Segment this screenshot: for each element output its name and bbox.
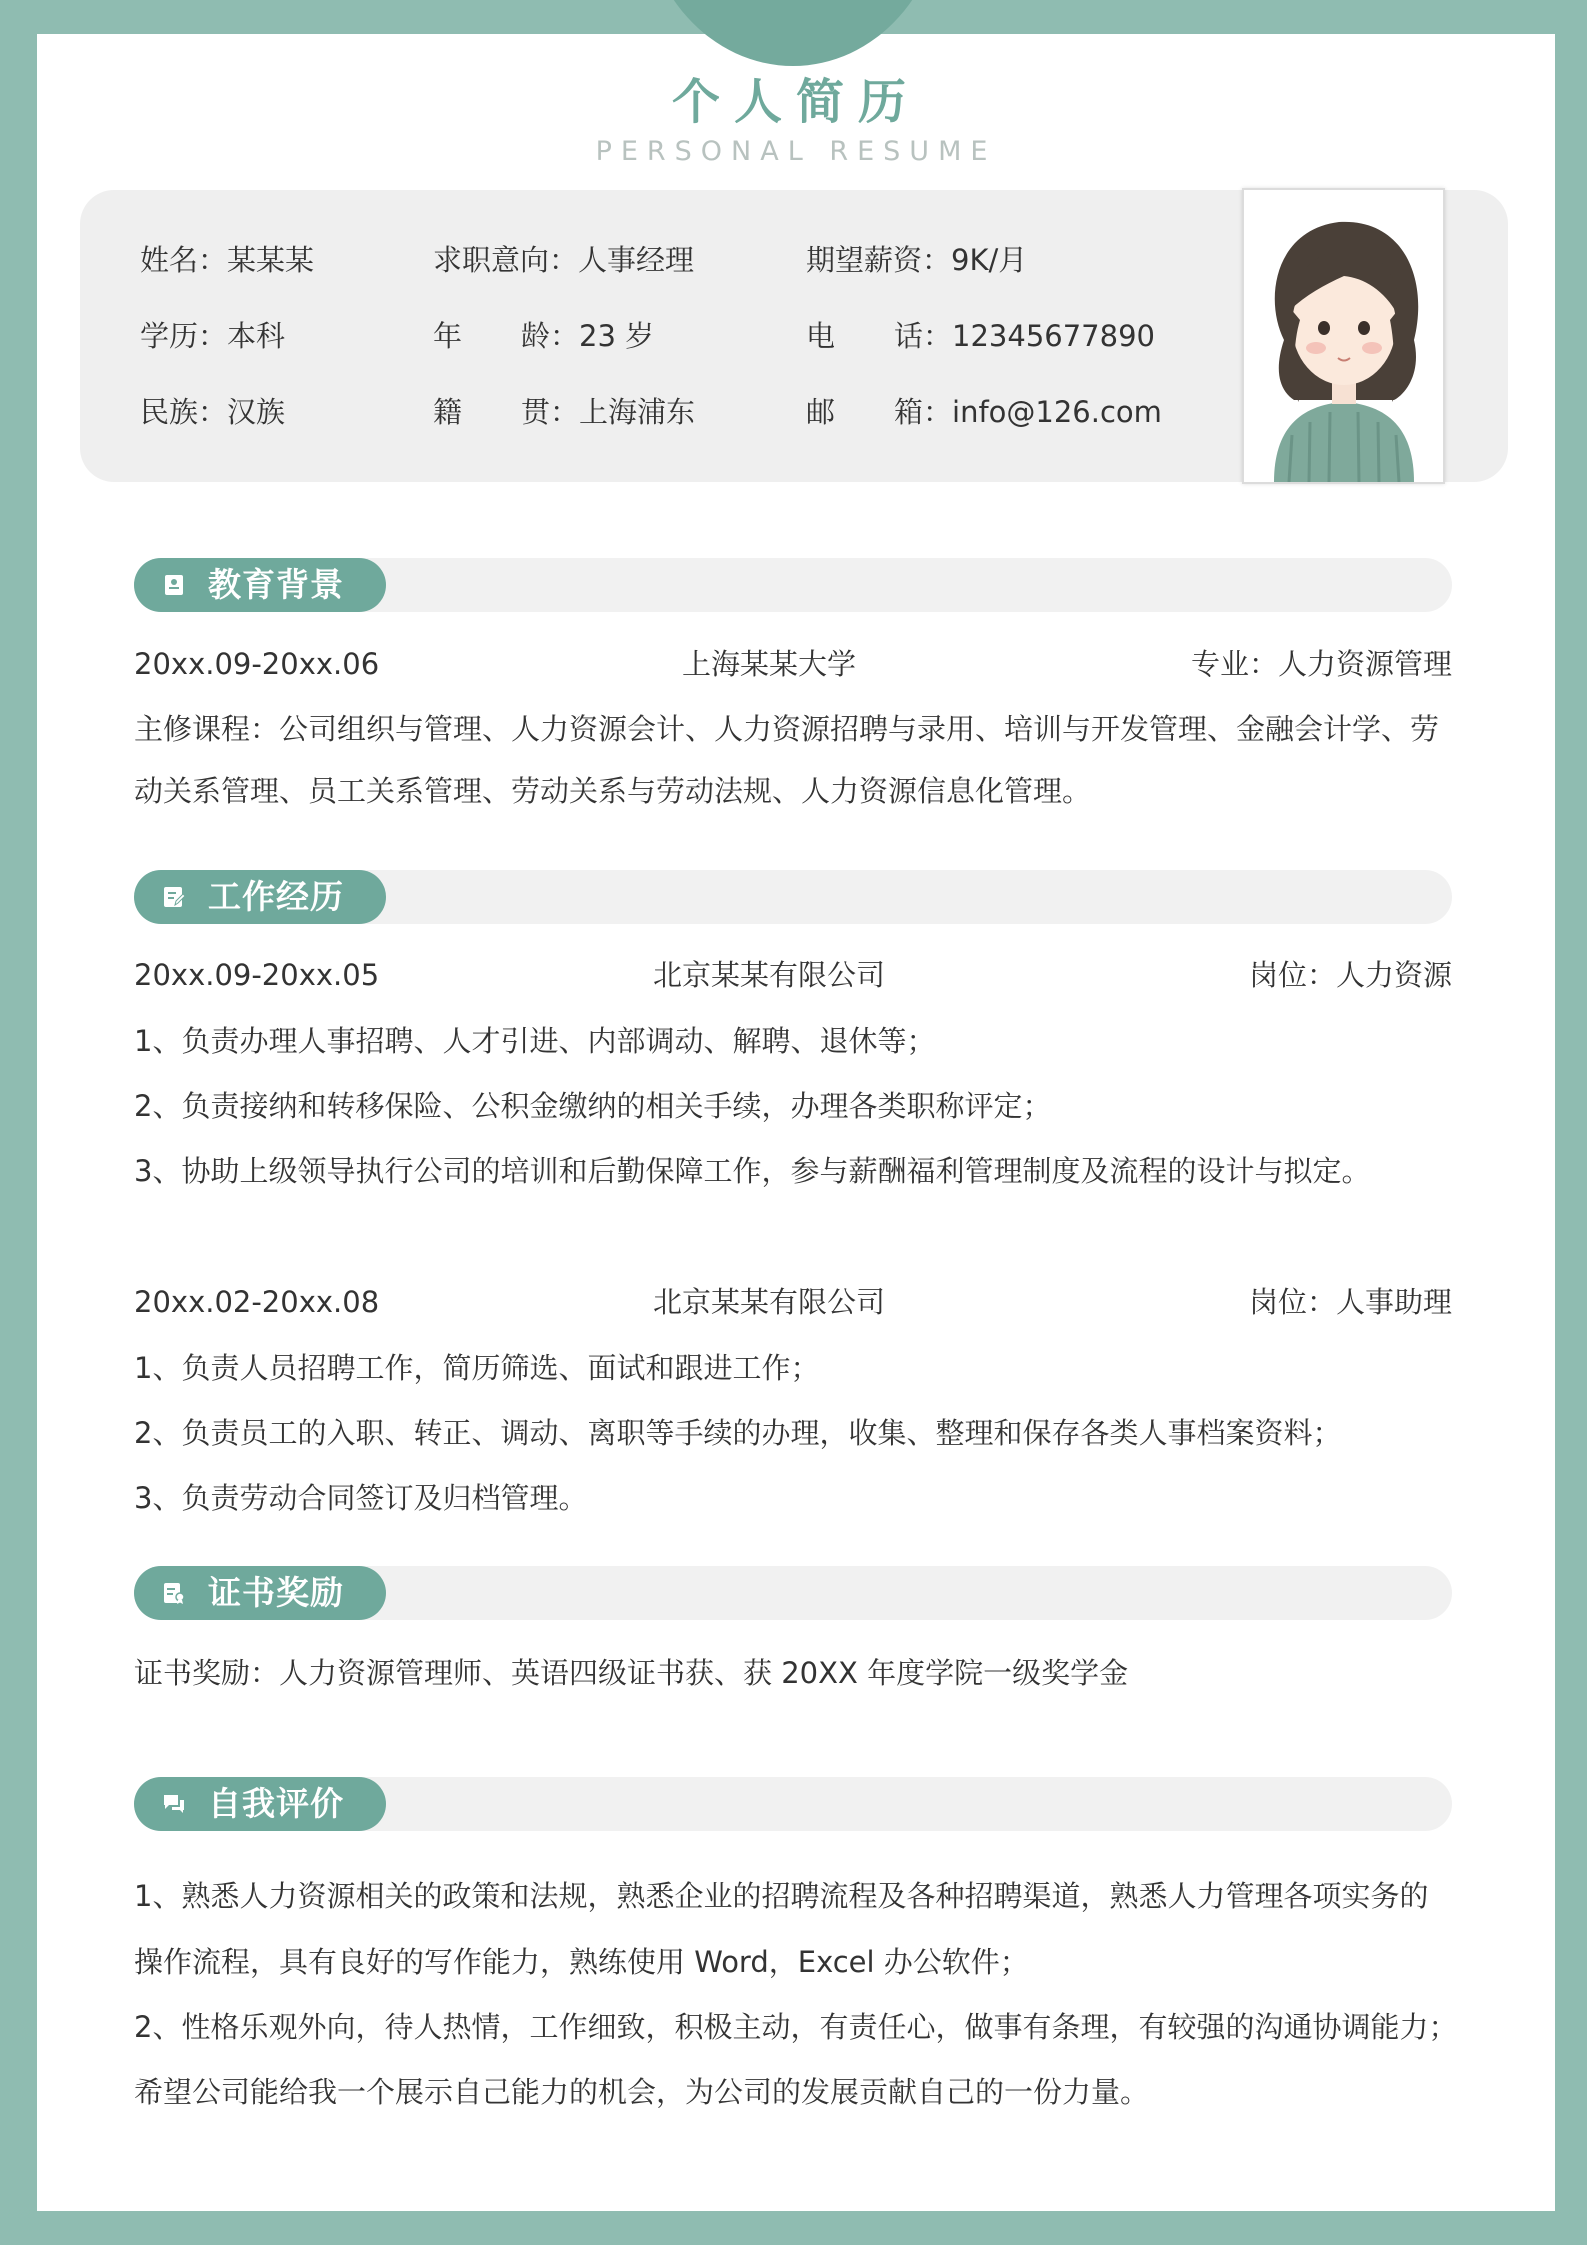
job-2-item-3: 3、负责劳动合同签订及归档管理。 [134,1481,588,1515]
info-email [806,395,1162,429]
job-2-item-2: 2、负责员工的入职、转正、调动、离职等手续的办理，收集、整理和保存各类人事档案资料； [134,1416,1342,1450]
info-name-label: 姓名： [140,243,228,277]
info-age-value: 23 岁 [579,319,655,353]
info-phone [806,319,1155,353]
self-line-3: 2、性格乐观外向，待人热情，工作细致，积极主动，有责任心，做事有条理，有较强的沟通协调能力； [134,2010,1458,2044]
job-1-item-2: 2、负责接纳和转移保险、公积金缴纳的相关手续，办理各类职称评定； [134,1089,1052,1123]
education-major: 专业：人力资源管理 [1190,647,1452,681]
info-age-label-b: 龄： [521,319,580,353]
job-2-position: 岗位：人事助理 [1248,1285,1452,1319]
info-salary-label: 期望薪资： [806,243,952,277]
decorative-circle-inner [643,34,943,66]
info-education [140,319,286,353]
info-salary-value: 9K/月 [951,243,1028,277]
job-1-period: 20xx.09-20xx.05 [134,958,380,992]
education-courses: 主修课程：公司组织与管理、人力资源会计、人力资源招聘与录用、培训与开发管理、金融会计学、劳动关系管理、员工关系管理、劳动关系与劳动法规、人力资源信息化管理。 [134,712,1440,808]
info-phone-label-b: 话： [894,319,953,353]
self-line-4: 希望公司能给我一个展示自己能力的机会，为公司的发展贡献自己的一份力量。 [134,2075,1150,2109]
job-1-item-3: 3、协助上级领导执行公司的培训和后勤保障工作，参与薪酬福利管理制度及流程的设计与拟定。 [134,1154,1371,1188]
info-phone-label-a: 电 [806,319,836,353]
info-intent-value: 人事经理 [578,243,695,277]
info-phone-value: 12345677890 [952,319,1155,353]
info-origin [433,395,696,429]
info-name-value: 某某某 [227,243,315,277]
id-card-icon [162,573,186,597]
info-age [433,319,655,353]
section-title-self: 自我评价 [208,1784,344,1823]
info-ethnic [140,395,286,429]
job-2-period: 20xx.02-20xx.08 [134,1285,380,1319]
info-name [140,243,315,277]
section-header-work [134,870,386,924]
job-1-company: 北京某某有限公司 [652,958,885,992]
job-2-item-1: 1、负责人员招聘工作，简历筛选、面试和跟进工作； [134,1351,820,1385]
info-education-label: 学历： [140,319,228,353]
section-header-self [134,1777,386,1831]
certificate-icon [162,1581,186,1605]
section-title-education: 教育背景 [208,565,344,604]
awards-text: 证书奖励：人力资源管理师、英语四级证书获、获 20XX 年度学院一级奖学金 [134,1656,1129,1690]
info-email-value: info@126.com [952,395,1162,429]
info-origin-value: 上海浦东 [579,395,696,429]
section-header-awards [134,1566,386,1620]
info-intent-label: 求职意向： [433,243,579,277]
info-age-label-a: 年 [433,319,463,353]
section-title-work: 工作经历 [208,877,344,916]
info-origin-label-a: 籍 [433,395,463,429]
section-header-education [134,558,386,612]
avatar-photo [1242,188,1445,484]
education-period: 20xx.09-20xx.06 [134,647,380,681]
info-origin-label-b: 贯： [521,395,580,429]
info-email-label-a: 邮 [806,395,836,429]
section-title-awards: 证书奖励 [208,1573,344,1612]
education-school: 上海某某大学 [681,647,856,681]
job-1-position: 岗位：人力资源 [1248,958,1452,992]
info-intent [433,243,695,277]
page-title: 个人简历 [671,74,920,130]
info-email-label-b: 箱： [894,395,953,429]
info-salary [806,243,1028,277]
chat-icon [162,1792,186,1816]
info-education-value: 本科 [227,319,286,353]
self-line-2: 操作流程，具有良好的写作能力，熟练使用 Word，Excel 办公软件； [134,1945,1029,1979]
job-2-company: 北京某某有限公司 [652,1285,885,1319]
self-line-1: 1、熟悉人力资源相关的政策和法规，熟悉企业的招聘流程及各种招聘渠道，熟悉人力管理各项实务的 [134,1879,1429,1913]
info-ethnic-value: 汉族 [227,395,286,429]
edit-note-icon [162,885,186,909]
info-ethnic-label: 民族： [140,395,228,429]
resume-sheet [37,34,1555,2211]
page-subtitle: PERSONAL RESUME [595,136,997,167]
job-1-item-1: 1、负责办理人事招聘、人才引进、内部调动、解聘、退休等； [134,1024,936,1058]
avatar-illustration [1244,190,1443,482]
